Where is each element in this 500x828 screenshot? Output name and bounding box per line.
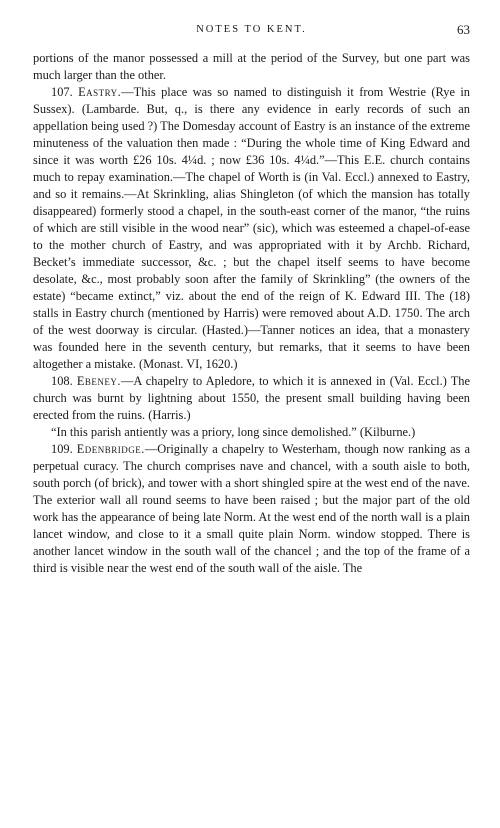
entry-heading: Ebeney. bbox=[76, 374, 121, 388]
paragraph-continuation bbox=[33, 50, 470, 84]
entry-number: 108. bbox=[51, 374, 73, 388]
running-head bbox=[33, 22, 470, 38]
entry-107-eastry bbox=[33, 84, 470, 373]
entry-number: 107. bbox=[51, 85, 73, 99]
entry-108-ebeney bbox=[33, 373, 470, 424]
entry-109-edenbridge bbox=[33, 441, 470, 577]
body-text bbox=[33, 50, 470, 577]
page-number: 63 bbox=[457, 22, 470, 37]
entry-text: —Originally a chapelry to Westerham, though now ranking as a perpetual curacy. The church comprises nave and chancel, with a south aisle to both, south porch (of brick), and tower with a short shingled spire at the west end of the nave. The exterior wall all round seems to have been raised ; but the major part of the old work has the appearance of being late Norm. At the west end of the north wall is a plain lancet window, and close to it a small quite plain Norm. window stopped. There is another lancet window in the south wall of the chancel ; and the top of the frame of a third is visible near the west end of the south wall of the aisle. The bbox=[33, 442, 470, 575]
entry-number: 109. bbox=[51, 442, 73, 456]
entry-text: —A chapelry to Apledore, to which it is annexed in (Val. Eccl.) The church was burnt by lightning about 1550, the present small building having been erected from the ruins. (Harris.) bbox=[33, 374, 470, 422]
running-title: NOTES TO KENT. bbox=[196, 24, 307, 35]
book-page bbox=[33, 22, 470, 577]
paragraph-text: portions of the manor possessed a mill at the period of the Survey, but one part was much larger than the other. bbox=[33, 51, 470, 82]
paragraph-quotation bbox=[33, 424, 470, 441]
paragraph-text: “In this parish antiently was a priory, long since demolished.” (Kilburne.) bbox=[51, 425, 416, 439]
entry-heading: Edenbridge. bbox=[76, 442, 145, 456]
entry-heading: Eastry. bbox=[78, 85, 122, 99]
entry-text: —This place was so named to distinguish it from Westrie (Rye in Sussex). (Lambarde. But, q., is there any evidence in early records of such an appellation being used ?) The Domesday account of Eastry is an instance of the extreme minuteness of the valuation then made : “During the whole time of King Edward and since it was worth £26 10s. 4¼d. ; now £36 10s. 4¼d.”—This E.E. church contains much to repay examination.—The chapel of Worth is (in Val. Eccl.) annexed to Eastry, and so it remains.—At Skrinkling, alias Shingleton (of which the mansion has totally disappeared) formerly stood a chapel, in the south-east corner of the manor, “the ruins of which are still visible in the wood near” (sic), which was esteemed a chapel-of-ease to the mother church of Eastry, and was appropriated with it by Archb. Richard, Becket’s immediate successor, &c. ; but the chapel itself seems to have become desolate, &c., most probably soon after the family of Skrinkling” (the owners of the estate) “became extinct,” viz. about the end of the reign of K. Edward III. The (18) stalls in Eastry church (mentioned by Harris) were removed about A.D. 1750. The arch of the west doorway is circular. (Hasted.)—Tanner notices an idea, that a monastery was founded here in the seventh century, but remarks, that it seems to have been altogether a mistake. (Monast. VI, 1620.) bbox=[33, 85, 470, 371]
